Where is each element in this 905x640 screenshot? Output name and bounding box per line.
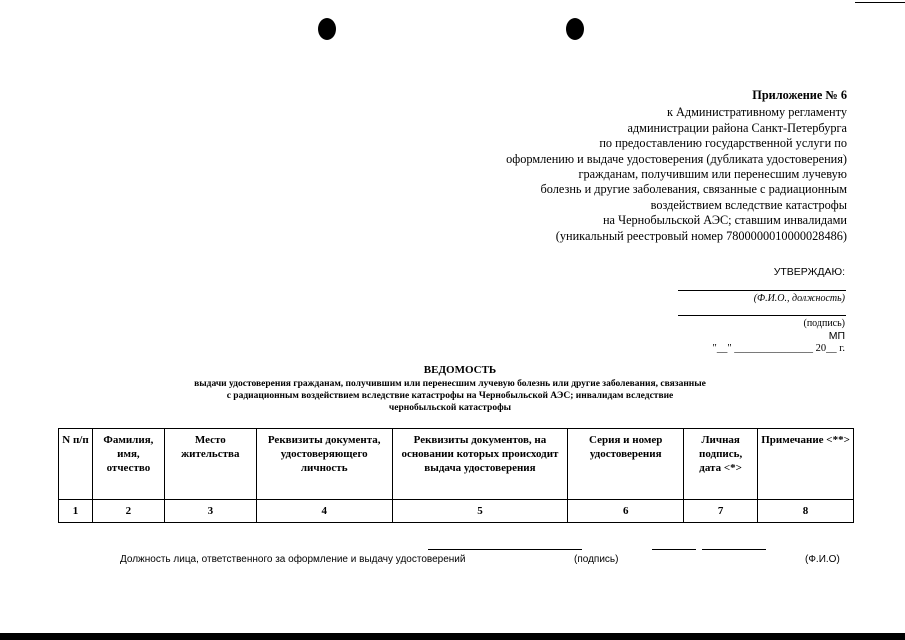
- table-row: [59, 500, 854, 523]
- footer-fio-line: [702, 549, 766, 550]
- table-cell: 5: [392, 500, 568, 523]
- table-cell: 8: [758, 500, 854, 523]
- appendix-line: болезнь и другие заболевания, связанные с радиационным: [540, 182, 847, 197]
- table-cell: 6: [568, 500, 684, 523]
- appendix-line: оформлению и выдаче удостоверения (дубликата удостоверения): [506, 151, 847, 166]
- signature-caption: (подпись): [803, 318, 845, 329]
- footer-role: Должность лица, ответственного за оформление и выдачу удостоверений: [120, 554, 466, 565]
- appendix-line: гражданам, получившим или перенесшим лучевую: [578, 167, 847, 182]
- punch-hole-right: [566, 18, 584, 40]
- column-header: Реквизиты документов, на основании которых происходит выдача удостоверения: [392, 429, 568, 500]
- appendix-title: Приложение № 6: [752, 88, 847, 102]
- approval-label: УТВЕРЖДАЮ:: [773, 266, 845, 278]
- footer-fio-caption: (Ф.И.О): [805, 554, 840, 565]
- table-cell: 7: [684, 500, 758, 523]
- subtitle-line: выдачи удостоверения гражданам, получившим или перенесшим лучевую болезнь или другие заболевания, связанные: [194, 379, 706, 389]
- appendix-line: на Чернобыльской АЭС; ставшим инвалидами: [602, 213, 847, 228]
- scan-bottom-edge: [0, 633, 905, 640]
- column-header: Личная подпись, дата <*>: [684, 429, 758, 500]
- subtitle-line: чернобыльской катастрофы: [388, 403, 512, 413]
- column-header: Место жительства: [164, 429, 256, 500]
- appendix-line: по предоставлению государственной услуги по: [599, 136, 847, 151]
- table-cell: 3: [164, 500, 256, 523]
- footer-signature-caption: (подпись): [574, 554, 619, 565]
- table-header-row: [59, 429, 854, 500]
- footer-line: [652, 549, 696, 550]
- appendix-line: администрации района Санкт-Петербурга: [627, 120, 847, 135]
- appendix-line: (уникальный реестровый номер 7800000010000028486): [555, 228, 847, 243]
- approval-date: "__" _______________ 20__ г.: [712, 343, 845, 354]
- table-cell: 2: [92, 500, 164, 523]
- column-header: Примечание <**>: [758, 429, 854, 500]
- table-cell: 4: [256, 500, 392, 523]
- signature-line: [678, 315, 846, 316]
- column-header: Серия и номер удостоверения: [568, 429, 684, 500]
- subtitle-line: с радиационным воздействием вследствие катастрофы на Чернобыльской АЭС; инвалидам вследствие: [226, 391, 674, 401]
- register-table: [58, 428, 854, 523]
- appendix-block: [467, 88, 847, 244]
- column-header: N п/п: [59, 429, 93, 500]
- document-title: ВЕДОМОСТЬ: [423, 364, 497, 376]
- fio-signature-line: [678, 290, 846, 291]
- scan-edge-line: [855, 2, 905, 3]
- fio-caption: (Ф.И.О., должность): [753, 293, 845, 304]
- column-header: Фамилия, имя, отчество: [92, 429, 164, 500]
- table-cell: 1: [59, 500, 93, 523]
- document-subtitle: [150, 378, 750, 414]
- column-header: Реквизиты документа, удостоверяющего личность: [256, 429, 392, 500]
- appendix-line: к Административному регламенту: [666, 105, 847, 120]
- footer-signature-line: [428, 549, 582, 550]
- appendix-line: воздействием вследствие катастрофы: [650, 197, 847, 212]
- punch-hole-left: [318, 18, 336, 40]
- stamp-place: МП: [828, 330, 845, 342]
